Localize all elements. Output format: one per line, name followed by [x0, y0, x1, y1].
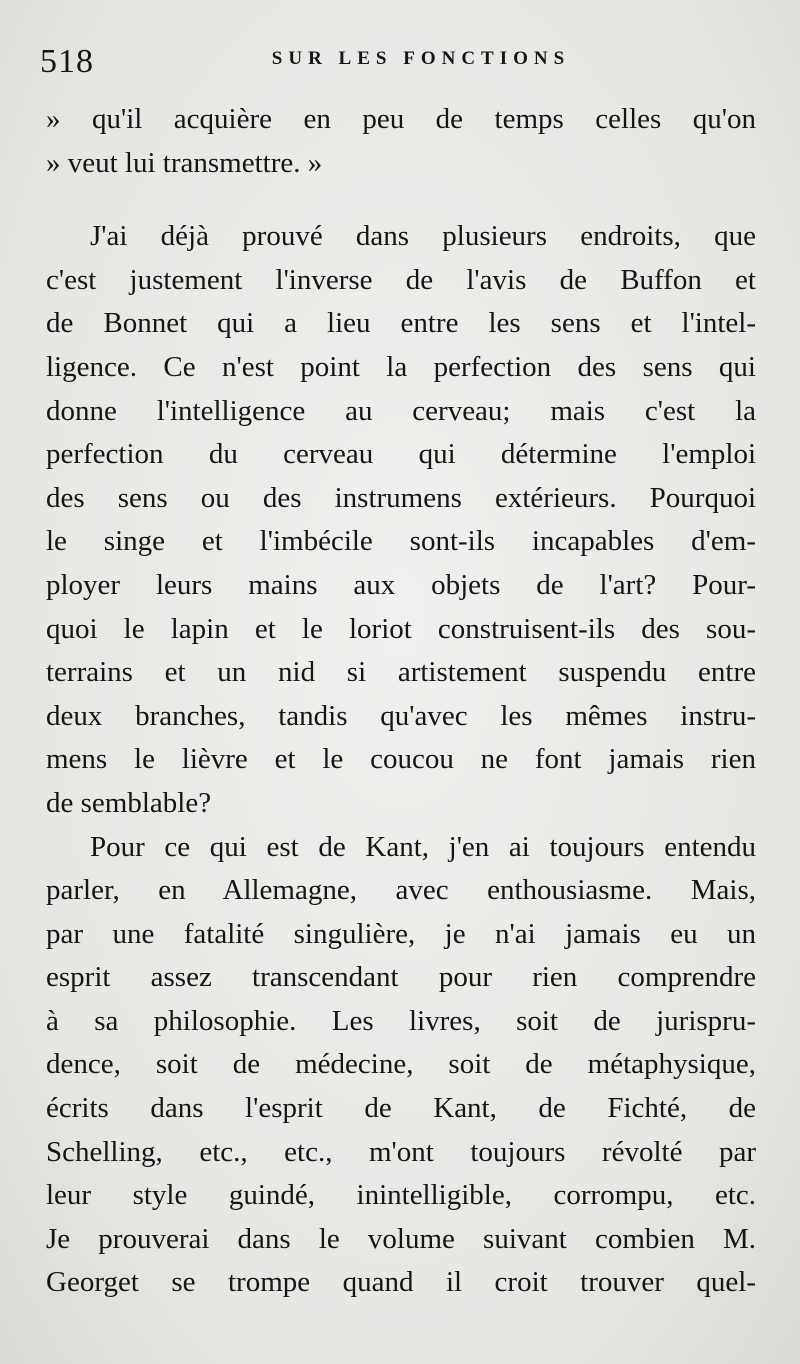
text-line: Schelling, etc., etc., m'ont toujours révolté par: [46, 1135, 756, 1168]
text-line: à sa philosophie. Les livres, soit de jurispru-: [46, 1004, 756, 1037]
text-line: ployer leurs mains aux objets de l'art? Pour-: [46, 568, 756, 601]
text-line: donne l'intelligence au cerveau; mais c'est la: [46, 394, 756, 427]
text-line: perfection du cerveau qui détermine l'emploi: [46, 438, 756, 471]
text-line: écrits dans l'esprit de Kant, de Fichté, de: [46, 1092, 756, 1125]
text-line: des sens ou des instrumens extérieurs. Pourquoi: [46, 481, 756, 514]
text-line: c'est justement l'inverse de l'avis de Buffon et: [46, 263, 756, 296]
body-text: [46, 98, 756, 1305]
text-line: par une fatalité singulière, je n'ai jamais eu un: [46, 917, 756, 950]
running-head: [40, 40, 756, 92]
text-line: ligence. Ce n'est point la perfection des sens qui: [46, 350, 756, 383]
running-title: SUR LES FONCTIONS: [271, 48, 571, 69]
text-line: de Bonnet qui a lieu entre les sens et l'intel-: [46, 307, 756, 340]
text-line: parler, en Allemagne, avec enthousiasme. Mais,: [46, 874, 756, 907]
text-line: dence, soit de médecine, soit de métaphysique,: [46, 1048, 756, 1081]
paragraph-buffon-bonnet: [46, 215, 756, 825]
paragraph-gap: [46, 185, 756, 215]
paragraph-quote-end: [46, 98, 756, 185]
text-line: deux branches, tandis qu'avec les mêmes instru-: [46, 699, 756, 732]
text-line: terrains et un nid si artistement suspendu entre: [46, 656, 756, 689]
text-line: Pour ce qui est de Kant, j'en ai toujours entendu: [90, 830, 756, 863]
text-line: le singe et l'imbécile sont-ils incapables d'em-: [46, 525, 756, 558]
text-line: quoi le lapin et le loriot construisent-ils des sou-: [46, 612, 756, 645]
text-line: » qu'il acquière en peu de temps celles qu'on: [46, 103, 756, 135]
text-line: esprit assez transcendant pour rien comprendre: [46, 961, 756, 994]
text-line: Je prouverai dans le volume suivant combien M.: [46, 1222, 756, 1255]
text-line: de semblable?: [46, 786, 212, 819]
text-line: » veut lui transmettre. »: [46, 146, 323, 179]
text-line: leur style guindé, inintelligible, corrompu, etc.: [46, 1179, 756, 1212]
text-line: Georget se trompe quand il croit trouver quel-: [46, 1266, 756, 1299]
text-line: mens le lièvre et le coucou ne font jamais rien: [46, 743, 756, 776]
page-number: 518: [40, 43, 94, 80]
paragraph-kant: [46, 826, 756, 1306]
text-line: J'ai déjà prouvé dans plusieurs endroits, que: [90, 220, 756, 253]
